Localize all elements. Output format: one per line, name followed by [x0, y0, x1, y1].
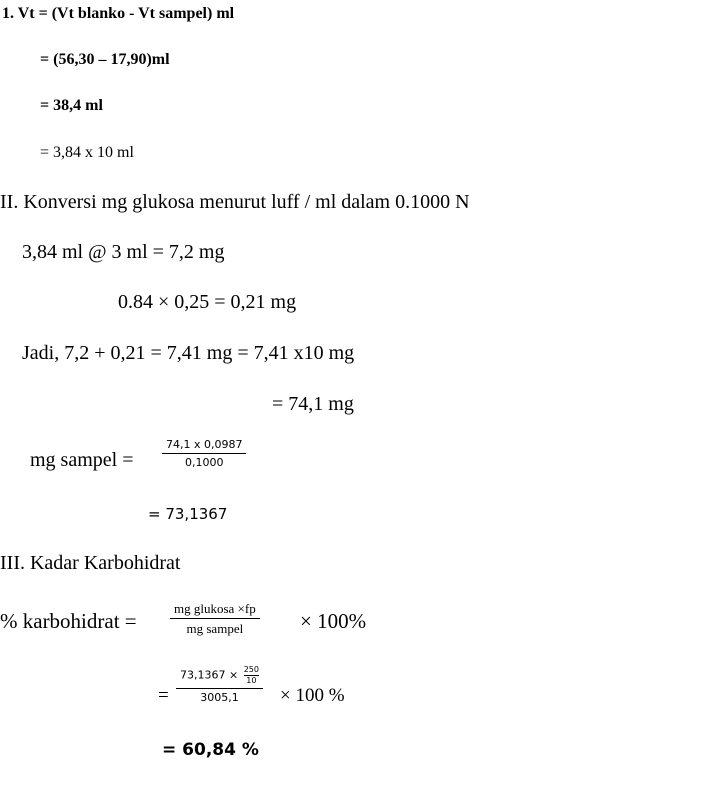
karbohidrat-formula-fraction [170, 602, 260, 635]
mg-sampel-numerator: 74,1 x 0,0987 [166, 438, 243, 451]
substitution-multiplier: × 100 % [280, 685, 345, 706]
fraction-bar [176, 688, 263, 689]
karbohidrat-formula-label: % karbohidrat = [0, 609, 137, 633]
substitution-equals: = [158, 685, 169, 706]
substitution-numerator-value: 73,1367 × [180, 668, 239, 682]
mg-sampel-fraction [162, 439, 246, 468]
mg-sampel-denominator: 0,1000 [184, 456, 224, 469]
substitution-numerator [176, 666, 263, 685]
conversion-line-4: = 74,1 mg [272, 393, 354, 415]
conversion-line-1: 3,84 ml @ 3 ml = 7,2 mg [22, 241, 225, 263]
vt-substitution-line: = (56,30 – 17,90)ml [40, 51, 170, 68]
mg-sampel-result: = 73,1367 [148, 505, 228, 523]
vt-formula-line: 1. Vt = (Vt blanko - Vt sampel) ml [2, 5, 235, 22]
conversion-line-3: Jadi, 7,2 + 0,21 = 7,41 mg = 7,41 x10 mg [22, 342, 355, 364]
dilution-numerator: 250 [243, 665, 259, 674]
dilution-factor-fraction [244, 666, 259, 685]
section-3-heading: III. Kadar Karbohidrat [0, 552, 181, 574]
mg-sampel-label: mg sampel = [30, 449, 134, 471]
karbohidrat-result: = 60,84 % [162, 740, 259, 760]
conversion-line-2: 0.84 × 0,25 = 0,21 mg [118, 291, 297, 313]
vt-scientific-line: = 3,84 x 10 ml [40, 144, 134, 161]
fraction-bar [162, 453, 246, 454]
formula-numerator: mg glukosa ×fp [174, 601, 256, 616]
karbohidrat-substitution-fraction [176, 666, 263, 703]
formula-denominator: mg sampel [186, 621, 244, 636]
formula-multiplier: × 100% [300, 609, 367, 633]
substitution-denominator: 3005,1 [200, 691, 239, 704]
section-2-heading: II. Konversi mg glukosa menurut luff / ml dalam 0.1000 N [0, 191, 470, 213]
vt-result-line: = 38,4 ml [40, 97, 103, 114]
fraction-bar [170, 618, 260, 619]
dilution-denominator: 10 [246, 676, 257, 685]
